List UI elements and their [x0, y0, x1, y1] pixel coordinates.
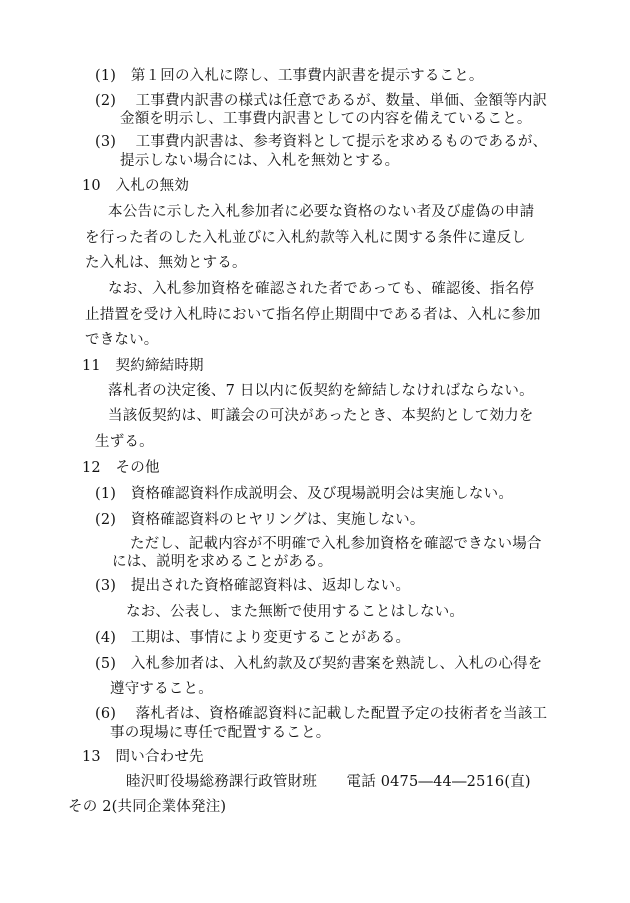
item-12-4: (4) 工期は、事情により変更することがある。: [95, 630, 411, 646]
item-3-3: (3) 工事費内訳書は、参考資料として提示を求めるものであるが、: [95, 134, 548, 150]
item-12-2: (2) 資格確認資料のヒヤリングは、実施しない。: [95, 512, 425, 528]
section-11-heading: 11 契約締結時期: [82, 358, 204, 374]
section-10-para1-line3: た入札は、無効とする。: [85, 255, 247, 271]
part-2-heading: その 2(共同企業体発注): [68, 799, 227, 815]
section-12-heading: 12 その他: [82, 460, 160, 476]
item-12-6-cont: 事の現場に専任で配置すること。: [110, 725, 331, 741]
item-3-2: (2) 工事費内訳書の様式は任意であるが、数量、単価、金額等内訳: [95, 93, 548, 109]
section-10-para2-line1: なお、入札参加資格を確認された者であっても、確認後、指名停: [108, 281, 535, 297]
item-3-3-cont: 提示しない場合には、入札を無効とする。: [120, 153, 400, 169]
item-12-5-cont: 遵守すること。: [110, 681, 213, 697]
item-12-5: (5) 入札参加者は、入札約款及び契約書案を熟読し、入札の心得を: [95, 656, 543, 672]
section-10-para2-line3: できない。: [85, 332, 159, 348]
item-3-1: (1) 第１回の入札に際し、工事費内訳書を提示すること。: [95, 68, 484, 84]
item-12-6: (6) 落札者は、資格確認資料に記載した配置予定の技術者を当該工: [95, 706, 548, 722]
section-10-para1-line1: 本公告に示した入札参加者に必要な資格のない者及び虚偽の申請: [108, 204, 535, 220]
section-10-para1-line2: を行った者のした入札並びに入札約款等入札に関する条件に違反し: [85, 230, 526, 246]
section-11-para1: 落札者の決定後、7 日以内に仮契約を締結しなければならない。: [108, 383, 534, 399]
section-11-para2-line2: 生ずる。: [95, 434, 154, 450]
item-12-3-note: なお、公表し、また無断で使用することはしない。: [126, 604, 465, 620]
section-10-para2-line2: 止措置を受け入札時において指名停止期間中である者は、入札に参加: [85, 307, 541, 323]
section-13-heading: 13 問い合わせ先: [82, 749, 204, 765]
item-12-2-note-line2: には、説明を求めることがある。: [112, 554, 333, 570]
item-3-2-cont: 金額を明示し、工事費内訳書としての内容を備えていること。: [120, 111, 532, 127]
section-10-heading: 10 入札の無効: [82, 178, 190, 194]
contact-info: 睦沢町役場総務課行政管財班 電話 0475―44―2516(直): [126, 774, 531, 790]
section-11-para2-line1: 当該仮契約は、町議会の可決があったとき、本契約として効力を: [108, 408, 534, 424]
item-12-3: (3) 提出された資格確認資料は、返却しない。: [95, 578, 411, 594]
item-12-2-note-line1: ただし、記載内容が不明確で入札参加資格を確認できない場合: [130, 536, 542, 552]
item-12-1: (1) 資格確認資料作成説明会、及び現場説明会は実施しない。: [95, 486, 514, 502]
